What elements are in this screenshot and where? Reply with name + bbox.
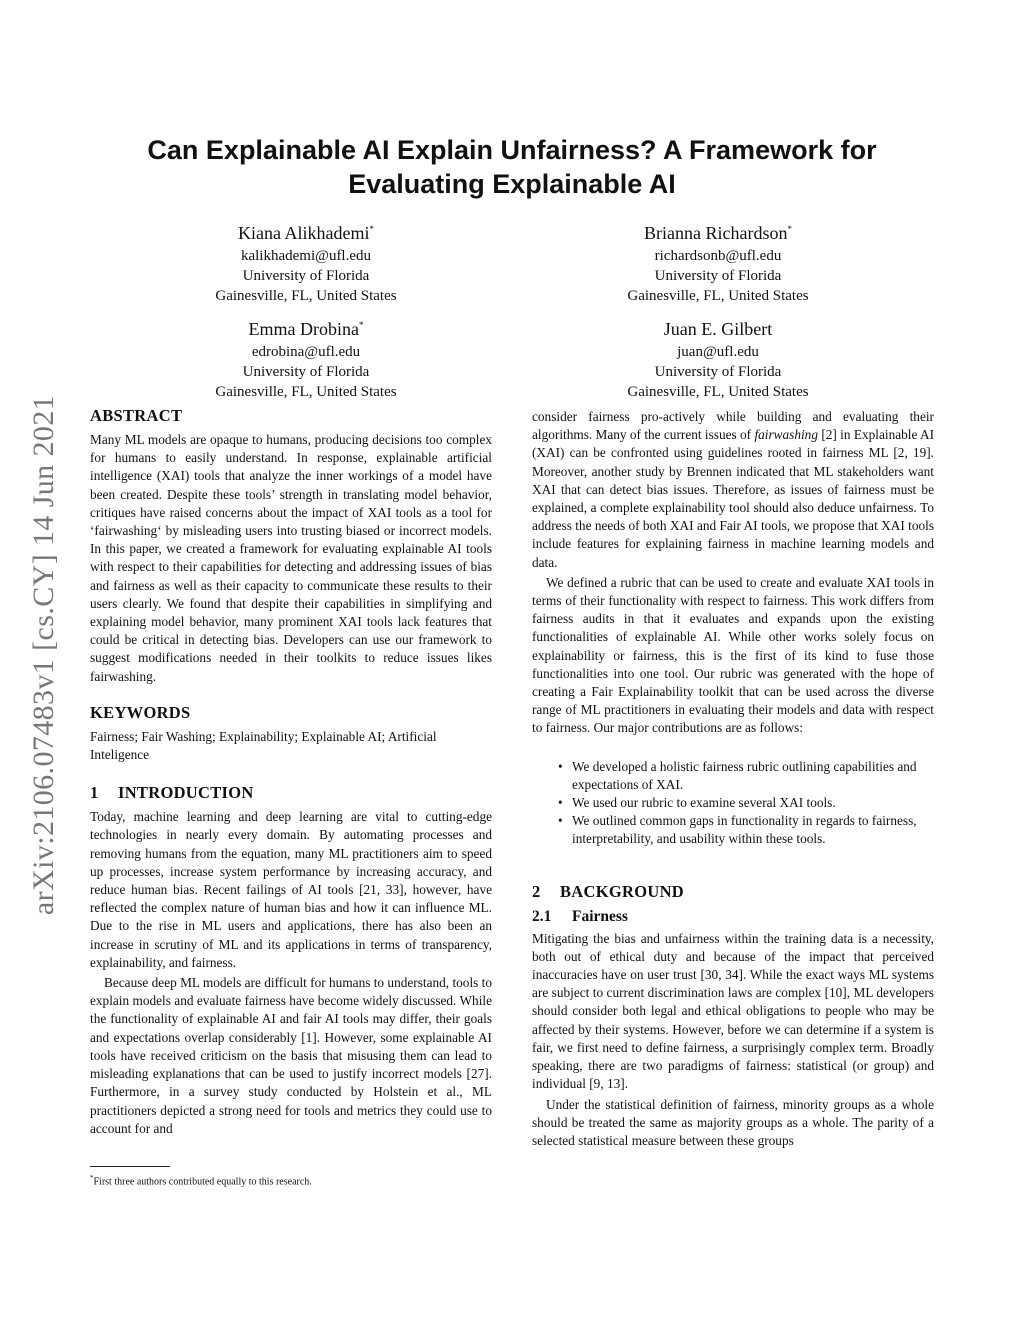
author-block-4 [568,313,868,402]
contributions-list [532,758,934,849]
left-column [90,405,492,1138]
author-affiliation: University of Florida [242,364,370,380]
author-email: juan@ufl.edu [677,344,759,360]
author-name: Emma Drobina* [248,319,364,339]
author-block-3 [156,313,456,402]
background-paragraph-2: Under the statistical definition of fairness, minority groups as a whole should be treated the same as majority groups as a whole. The parity of a selected statistical measure between these groups [532,1096,934,1148]
author-location: Gainesville, FL, United States [215,384,397,400]
author-affiliation: University of Florida [654,268,782,284]
keywords-heading: KEYWORDS [90,702,191,722]
title-line-2: Evaluating Explainable AI [348,169,676,199]
fairwashing-term: fairwashing [754,427,818,443]
title-line-1: Can Explainable AI Explain Unfairness? A Framework for [147,135,877,165]
author-name: Juan E. Gilbert [663,319,773,339]
fairness-subheading: 2.1 Fairness [532,907,628,925]
right-column [532,408,934,1150]
author-name: Kiana Alikhademi* [238,223,374,243]
keywords-text: Fairness; Fair Washing; Explainability; Explainable AI; Artificial Inteligence [90,728,437,763]
author-email: edrobina@ufl.edu [251,344,361,360]
author-location: Gainesville, FL, United States [215,288,397,304]
author-affiliation: University of Florida [654,364,782,380]
list-item: • We developed a holistic fairness rubric outlining capabilities and expectations of XAI. [558,758,917,792]
arxiv-identifier [14,360,74,950]
list-item: • We outlined common gaps in functionality in regards to fairness, interpretability, and usability within these tools. [558,813,917,847]
intro-paragraph-4: We defined a rubric that can be used to create and evaluate XAI tools in terms of their functionality with respect to fairness. This work differs from fairness audits in that it evaluates and expands upon the existing functionalities of explainable AI. While other works solely focus on explainability or fairness, this is the first of its kind to fuse those functionalities into one tool. Our rubric was generated with the hope of creating a Fair Explainability toolkit that can be used across the diverse range of ML practitioners in evaluating their models and data with respect to fairness. Our major contributions are as follows: [532,574,934,736]
author-email: richardsonb@ufl.edu [654,248,782,264]
paper-title [110,133,914,201]
intro-paragraph-1: Today, machine learning and deep learning are vital to cutting-edge technologies in nearly every domain. By automating processes and removing humans from the equation, many ML practitioners aim to speed up processes, increase system performance by increasing accuracy, and reduce human bias. Recent failings of AI tools [21, 33], however, have reflected the complex nature of human bias and how it can influence ML. Due to the rise in ML users and applications, there has also been an increase in scrutiny of ML and its applications in terms of transparency, explainability, and fairness. [90,809,492,970]
author-affiliation: University of Florida [242,268,370,284]
footnote: *First three authors contributed equally to this research. [90,1174,312,1188]
author-location: Gainesville, FL, United States [627,288,809,304]
author-email: kalikhademi@ufl.edu [240,248,372,264]
list-item: • We used our rubric to examine several XAI tools. [558,795,836,811]
author-name: Brianna Richardson* [644,223,792,243]
arxiv-id-text: arXiv:2106.07483v1 [cs.CY] 14 Jun 2021 [27,394,60,916]
background-paragraph-1: Mitigating the bias and unfairness within the training data is a necessity, both out of ethical duty and because of the impact that perceived inaccuracies have on user trust [30, 34]. While the exact ways ML systems are subject to current discrimination laws are complex [10], ML developers should consider both legal and ethical obligations to people who may be affected by their systems. However, before we can determine if a system is fair, we first need to define fairness, a surprisingly complex term. Broadly speaking, there are two paradigms of fairness: statistical (or group) and individual [9, 13]. [532,930,934,1092]
author-block-2 [568,217,868,306]
author-block-1 [156,217,456,306]
footnote-rule [90,1166,170,1167]
intro-paragraph-3: consider fairness pro-actively while building and evaluating their algorithms. Many of the current issues of fairwashing [2] in Explainable AI (XAI) can be confronted using guidelines rooted in fairness ML [2, 19]. Moreover, another study by Brennen indicated that ML stakeholders want XAI that can detect bias issues. Therefore, as issues of fairness must be explained, a complete explainability tool should also deduce unfairness. To address the needs of both XAI and Fair AI tools, we propose that XAI tools include features for explaining fairness in machine learning models and data. [532,409,934,570]
abstract-text: Many ML models are opaque to humans, producing decisions too complex for humans to easily understand. In response, explainable artificial intelligence (XAI) tools that analyze the inner workings of a model have been created. Despite these tools’ strength in translating model behavior, critiques have raised concerns about the impact of XAI tools as a tool for ‘fairwashing‘ by misleading users into trusting biased or incorrect models. In this paper, we created a framework for evaluating explainable AI tools with respect to their capabilities for detecting and addressing issues of bias and fairness as well as their capacity to communicate these results to their users clearly. We found that despite their capabilities in simplifying and explaining model behavior, many prominent XAI tools lack features that could be critical in detecting bias. Developers can use our framework to suggest modifications needed in their toolkits to reduce issues likes fairwashing. [90,432,492,684]
author-location: Gainesville, FL, United States [627,384,809,400]
background-heading: 2 BACKGROUND [532,881,685,901]
abstract-heading: ABSTRACT [90,406,183,425]
intro-paragraph-2: Because deep ML models are difficult for humans to understand, tools to explain models and evaluate fairness have become widely discussed. While the functionality of explainable AI and fair AI tools may differ, their goals and expectations overlap considerably [1]. However, some explainable AI tools have received criticism on the basis that misusing them can lead to misleading explanations that can be used to justify incorrect models [27]. Furthermore, in a survey study conducted by Holstein et al., ML practitioners depicted a strong need for tools and metrics they could use to account for and [90,975,492,1136]
introduction-heading: 1 INTRODUCTION [90,783,254,803]
